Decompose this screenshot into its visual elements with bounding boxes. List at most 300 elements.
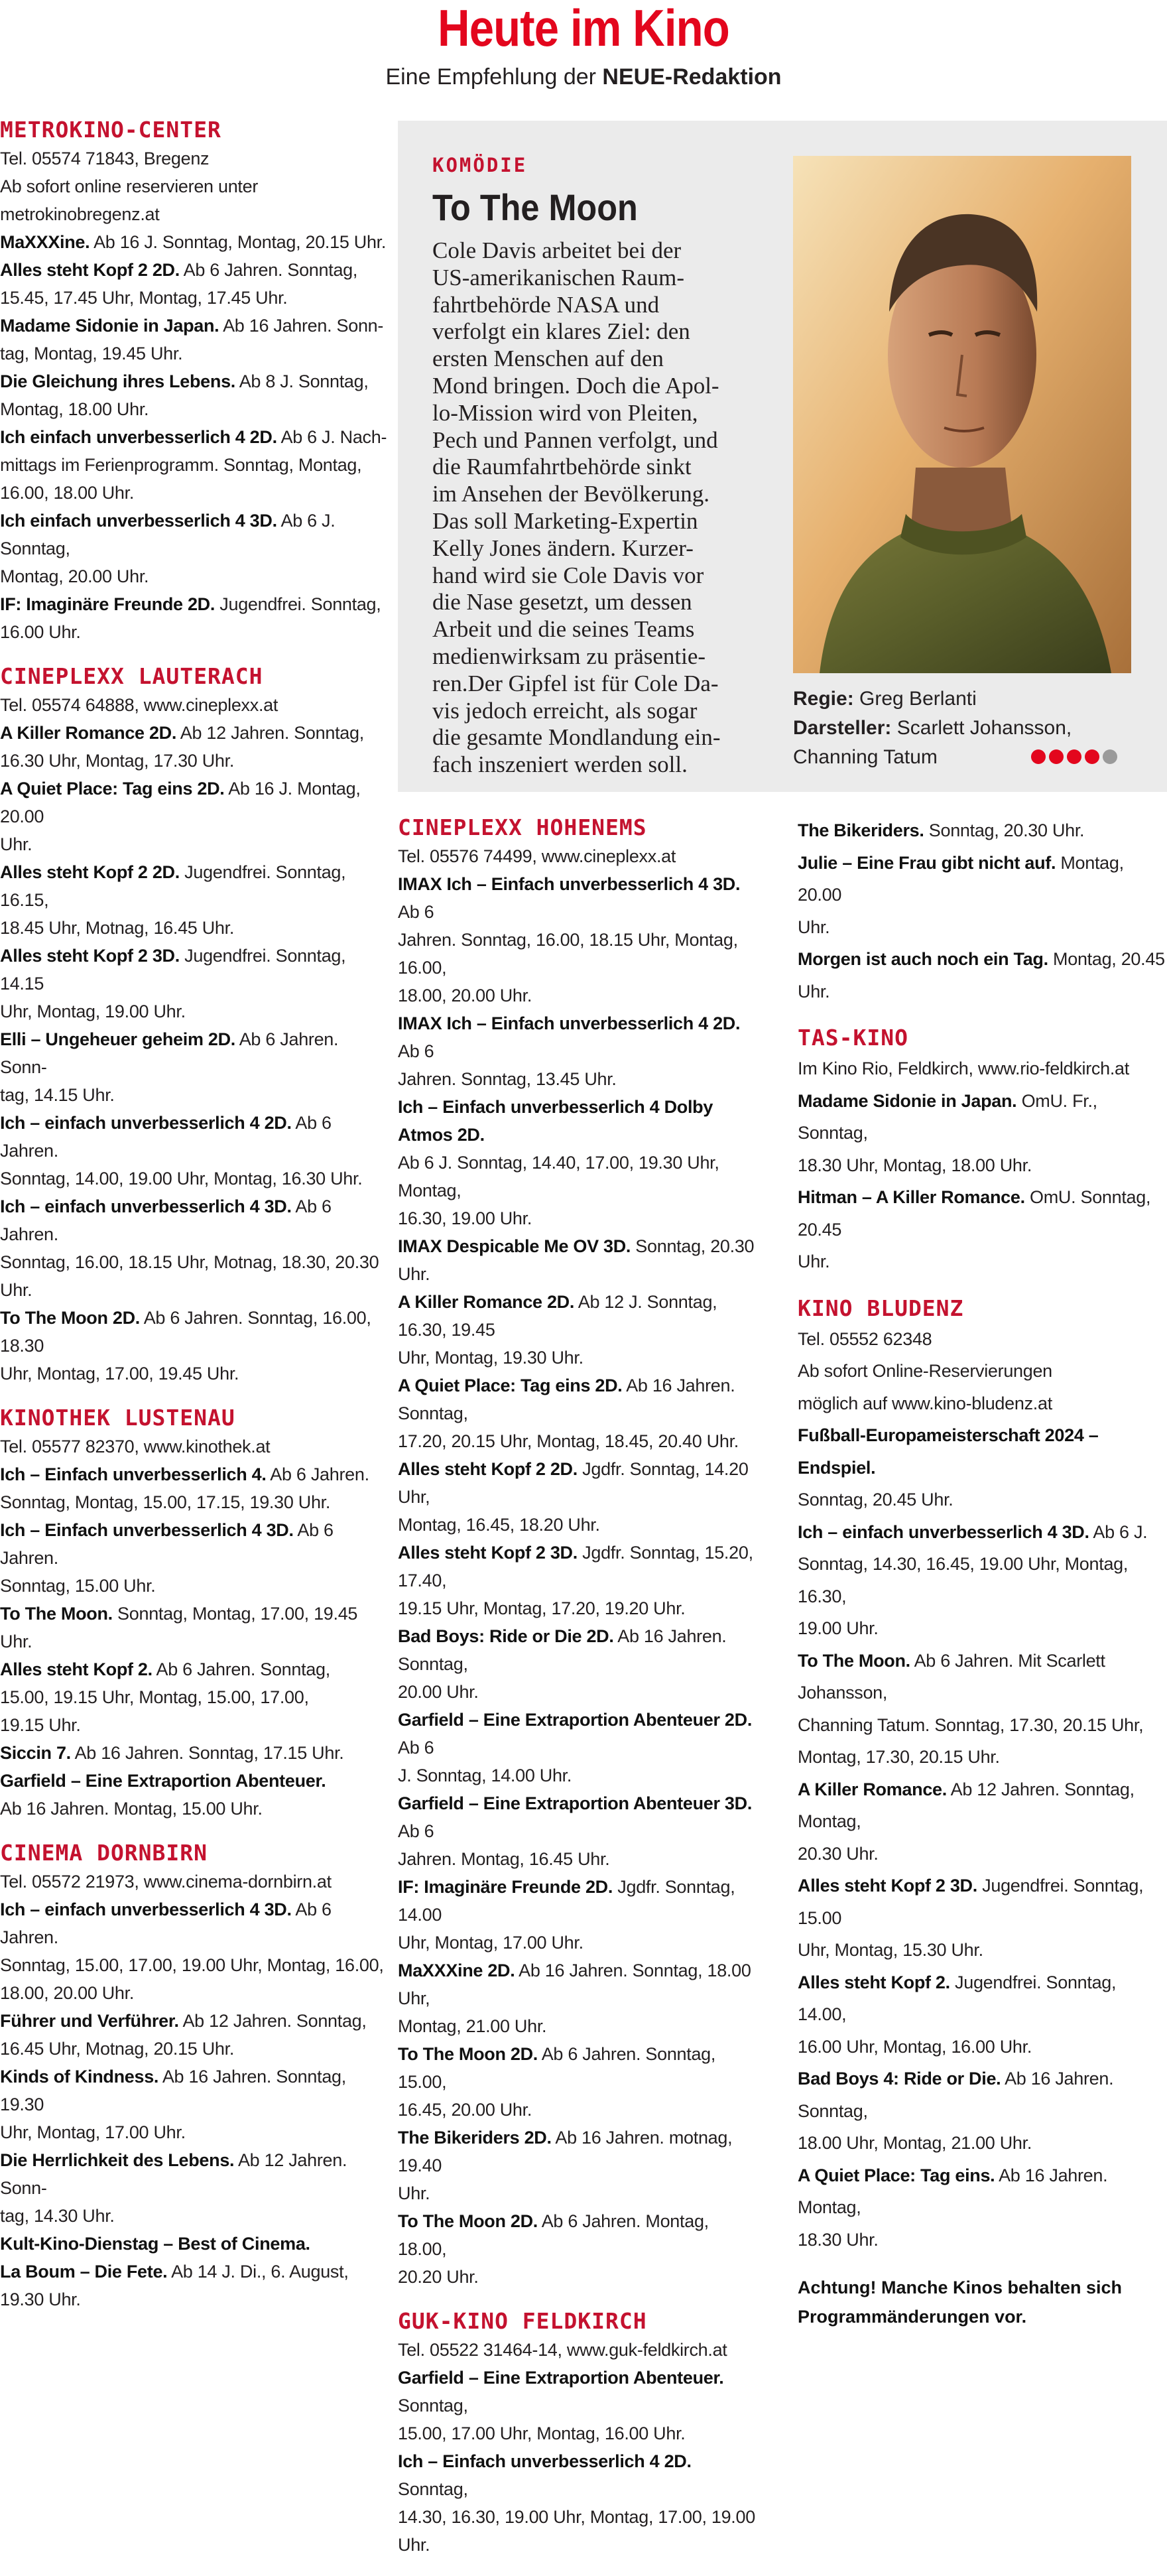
listing-text: Montag, 20.00 (798, 852, 1124, 905)
listing-line (0, 2146, 388, 2202)
cast-names-2: Channing Tatum (793, 746, 938, 768)
listing-text: Sonntag, 20.30 Uhr. (398, 1236, 755, 1284)
listing-line (0, 1683, 388, 1711)
film-title: To The Moon. (0, 1604, 113, 1624)
listing-text: 16.30 Uhr, Montag, 17.30 Uhr. (0, 751, 235, 771)
listing-line (0, 1165, 388, 1192)
listing-line (0, 507, 388, 562)
listing-line (0, 1460, 388, 1488)
listing-text: Sonntag, 14.30, 16.45, 19.00 Uhr, Montag, 16.30, (798, 1554, 1129, 1606)
listing-line (398, 1762, 759, 1789)
listing-text: Ab 12 J. Sonntag, 16.30, 19.45 (398, 1292, 717, 1340)
subtitle-strong: NEUE-Redaktion (602, 64, 782, 90)
listing-line (398, 1455, 759, 1511)
listing-line (0, 719, 388, 747)
listing-line (798, 1516, 1167, 1549)
listing-line (398, 1511, 759, 1539)
film-title: To The Moon. (798, 1650, 910, 1671)
synopsis-line: die gesamte Mondlandung ein- (432, 724, 721, 751)
listing-line (398, 1957, 759, 2012)
listing-line (0, 1868, 388, 1896)
listing-text: Ab 6 J. Sonntag, (0, 511, 336, 558)
listing-line (798, 1838, 1167, 1870)
listing-line (398, 1149, 759, 1204)
film-title: MaXXXine. (0, 232, 90, 252)
listing-line (798, 1934, 1167, 1966)
listing-line (0, 284, 388, 312)
listing-line (0, 1739, 388, 1767)
listing-line (398, 2336, 759, 2364)
synopsis-line: medienwirksam zu präsentie- (432, 643, 706, 669)
listing-line (398, 1539, 759, 1594)
listing-line (398, 1344, 759, 1372)
film-title: A Quiet Place: Tag eins. (798, 2165, 995, 2185)
listing-line (798, 1484, 1167, 1516)
film-title: Die Herrlichkeit des Lebens. (0, 2150, 235, 2170)
listing-line (798, 2031, 1167, 2063)
film-title: Ich – einfach unverbesserlich 4 3D. (798, 1521, 1089, 1542)
listing-text: Ab 8 J. Sonntag, (235, 371, 369, 391)
listing-line (798, 1741, 1167, 1773)
synopsis-line: Cole Davis arbeitet bei der (432, 237, 682, 263)
listing-text: Sonntag, (398, 2479, 468, 2499)
listing-line (798, 1870, 1167, 1934)
rating-dot (1103, 749, 1117, 764)
listing-text: Im Kino Rio, Feldkirch, www.rio-feldkirch.at (798, 1059, 1129, 1078)
listing-line (0, 367, 388, 395)
listing-text: Uhr. (398, 2183, 430, 2203)
listing-text: Montag, 16.45, 18.20 Uhr. (398, 1515, 600, 1535)
cast-line (793, 714, 1151, 743)
listing-text: Sonntag, (398, 2396, 468, 2415)
listing-line (0, 200, 388, 228)
listing-text: 16.45 Uhr, Motnag, 20.15 Uhr. (0, 2039, 235, 2059)
listing-line (0, 228, 388, 256)
listing-text: Channing Tatum. Sonntag, 17.30, 20.15 Uhr, (798, 1714, 1144, 1735)
synopsis-line: verfolgt ein klares Ziel: den (432, 318, 690, 345)
synopsis-line: Pech und Pannen verfolgt, und (432, 426, 718, 453)
listing-text: 19.15 Uhr, Montag, 17.20, 19.20 Uhr. (398, 1598, 686, 1618)
listing-line (0, 479, 388, 507)
listing-text: Ab 6 Jahren. (0, 1900, 332, 1947)
listing-text: Uhr. (0, 834, 32, 854)
listing-line (0, 1572, 388, 1600)
listing-line (0, 2258, 388, 2313)
listing-line (398, 2419, 759, 2447)
listing-line (0, 312, 388, 340)
listing-text: Uhr. (0, 1280, 32, 1300)
listing-text: Ab 16 Jahren. Sonntag, (398, 1626, 727, 1674)
listing-text: Tel. 05522 31464-14, www.guk-feldkirch.at (398, 2340, 727, 2360)
listing-text: Ab 6 J. (1089, 1521, 1148, 1542)
listing-line (0, 1248, 388, 1276)
listing-line (398, 842, 759, 870)
listing-line (798, 814, 1167, 847)
listing-line (398, 1594, 759, 1622)
listing-text: 19.00 Uhr. (798, 1618, 879, 1638)
film-title: Kult-Kino-Dienstag – Best of Cinema. (0, 2234, 310, 2254)
listing-text: Ab 16 Jahren. motnag, 19.40 (398, 2128, 733, 2175)
listing-text: Montag, 20.45 Uhr. (798, 949, 1165, 1001)
film-title: Führer und Verführer. (0, 2011, 179, 2031)
listing-text: 17.20, 20.15 Uhr, Montag, 18.45, 20.40 Uhr. (398, 1431, 739, 1451)
listing-line (398, 1009, 759, 1065)
synopsis-line: US-amerikanischen Raum- (432, 264, 685, 290)
listing-text: Tel. 05576 74499, www.cineplexx.at (398, 846, 676, 866)
listing-line (398, 1873, 759, 1929)
film-title: Ich einfach unverbesserlich 4 2D. (0, 427, 277, 447)
listing-text: Uhr, Montag, 15.30 Uhr. (798, 1940, 983, 1960)
film-title: Kinds of Kindness. (0, 2067, 159, 2087)
listing-line (798, 2127, 1167, 2159)
film-title: Fußball-Europameisterschaft 2024 – Endspiel. (798, 1425, 1099, 1478)
listing-line (398, 982, 759, 1009)
synopsis-line: vis jedoch erreicht, als sogar (432, 697, 698, 724)
synopsis-line: Das soll Marketing-Expertin (432, 507, 698, 534)
listing-line (0, 1025, 388, 1081)
cinema-name: KINOTHEK LUSTENAU (0, 1405, 235, 1431)
listing-text: Ab 16 Jahren. Sonntag, (398, 1376, 735, 1423)
listing-line (798, 1387, 1167, 1420)
film-title: Ich – einfach unverbesserlich 4 3D. (0, 1196, 292, 1216)
listing-text: Ab sofort Online-Reservierungen (798, 1361, 1052, 1381)
cinema-block (398, 2308, 759, 2559)
cinema-block (0, 1840, 388, 2313)
listing-line (398, 1372, 759, 1427)
listing-text: 18.30 Uhr, Montag, 18.00 Uhr. (798, 1155, 1032, 1175)
listing-text: mittags im Ferienprogramm. Sonntag, Montag, (0, 455, 362, 475)
listing-text: Ab 6 Jahren. (0, 1113, 332, 1161)
middle-column (398, 814, 759, 2576)
listing-text: 19.15 Uhr. (0, 1715, 81, 1735)
listing-line (398, 1288, 759, 1344)
listing-line (0, 340, 388, 367)
cinema-name: CINEMA DORNBIRN (0, 1840, 208, 1866)
listing-line (0, 1488, 388, 1516)
listing-text: Sonntag, 20.30 Uhr. (924, 820, 1085, 840)
listing-line (0, 590, 388, 618)
listing-line (0, 172, 388, 200)
page-subtitle (0, 64, 1167, 90)
listing-text: Uhr, Montag, 19.00 Uhr. (0, 1001, 186, 1021)
film-title: Ich – einfach unverbesserlich 4 3D. (0, 1900, 292, 1919)
film-title: A Killer Romance 2D. (0, 723, 177, 743)
listing-text: tag, 14.15 Uhr. (0, 1085, 115, 1105)
director-label: Regie: (793, 688, 854, 710)
listing-line (0, 942, 388, 998)
film-title: Alles steht Kopf 2 2D. (0, 862, 180, 882)
listing-line (0, 2118, 388, 2146)
film-title: La Boum – Die Fete. (0, 2262, 168, 2282)
cinema-block (0, 1405, 388, 1823)
listing-line (798, 2063, 1167, 2127)
film-title: Ich einfach unverbesserlich 4 3D. (0, 511, 277, 531)
listing-text: OmU. Sonntag, 20.45 (798, 1187, 1151, 1240)
film-title: IMAX Despicable Me OV 3D. (398, 1236, 631, 1256)
listing-text: J. Sonntag, 14.00 Uhr. (398, 1766, 572, 1785)
listing-text: Ab 6 Jahren. Sonntag, 16.00, 18.30 (0, 1308, 371, 1356)
listing-line (398, 1093, 759, 1149)
listing-line (798, 911, 1167, 944)
synopsis-line: ersten Menschen auf den (432, 346, 664, 372)
synopsis-line: die Nase gesetzt, um dessen (432, 589, 692, 615)
listing-text: Ab 16 J. Montag, 20.00 (0, 779, 361, 826)
listing-line (398, 2012, 759, 2040)
listing-line (798, 1355, 1167, 1387)
listing-text: Ab 12 Jahren. Sonntag, Montag, (798, 1779, 1135, 1831)
listing-line (0, 998, 388, 1025)
listing-line (398, 1678, 759, 1706)
listing-text: Tel. 05577 82370, www.kinothek.at (0, 1437, 271, 1456)
listing-text: tag, 14.30 Uhr. (0, 2206, 115, 2226)
listing-text: Jugendfrei. Sonntag, 16.15, (0, 862, 346, 910)
listing-line (398, 2124, 759, 2179)
listing-text: Ab 16 Jahren. Sonn- (219, 316, 384, 336)
feature-synopsis (432, 237, 777, 779)
listing-line (0, 2063, 388, 2118)
listing-text: 15.00, 17.00 Uhr, Montag, 16.00 Uhr. (398, 2423, 686, 2443)
listing-text: Tel. 05574 64888, www.cineplexx.at (0, 695, 278, 715)
listing-text: Ab 6 Jahren. Sonntag, (179, 260, 358, 280)
listing-line (0, 2035, 388, 2063)
film-title: Ich – Einfach unverbesserlich 4. (0, 1464, 267, 1484)
listing-line (0, 1896, 388, 1951)
film-title: Morgen ist auch noch ein Tag. (798, 949, 1048, 969)
listing-text: Tel. 05572 21973, www.cinema-dornbirn.at (0, 1872, 332, 1892)
synopsis-line: Arbeit und die seines Teams (432, 616, 695, 643)
listing-text: Montag, 17.30, 20.15 Uhr. (798, 1747, 1000, 1767)
listing-text: 14.30, 16.30, 19.00 Uhr, Montag, 17.00, 19.00 Uhr. (398, 2507, 755, 2555)
listing-text: Ab 16 Jahren. Sonntag, 18.00 Uhr, (398, 1961, 751, 2008)
movie-still-photo (793, 156, 1131, 673)
director-line (793, 684, 1151, 714)
film-title: Garfield – Eine Extraportion Abenteuer. (398, 2368, 724, 2388)
listing-line (0, 256, 388, 284)
film-title: Alles steht Kopf 2 2D. (0, 260, 180, 280)
listing-line (0, 1711, 388, 1739)
listing-line (398, 1789, 759, 1845)
listing-line (798, 943, 1167, 1007)
cinema-name: METROKINO-CENTER (0, 117, 221, 143)
synopsis-line: die Raumfahrtbehörde sinkt (432, 454, 692, 480)
cinema-block (398, 814, 759, 2291)
listing-text: Sonntag, 15.00 Uhr. (0, 1576, 156, 1596)
film-title: Siccin 7. (0, 1743, 71, 1763)
listing-text: Ab 6 Jahren. (0, 1196, 332, 1244)
listing-text: Ab 12 Jahren. Sonntag, (176, 723, 364, 743)
film-title: Alles steht Kopf 2. (798, 1972, 950, 1992)
cinema-block (798, 1295, 1167, 2256)
listing-text: Ab 6 Jahren. Sonntag, 15.00, (398, 2044, 716, 2092)
listing-text: Ab 16 Jahren. Montag, (798, 2165, 1108, 2217)
listing-text: 16.00 Uhr. (0, 622, 81, 642)
portrait-illustration (793, 156, 1131, 673)
listing-line (398, 2179, 759, 2207)
listing-text: Ab sofort online reservieren unter (0, 176, 259, 196)
cast-label: Darsteller: (793, 717, 892, 739)
film-title: A Quiet Place: Tag eins 2D. (398, 1376, 623, 1395)
listing-text: 20.00 Uhr. (398, 1682, 479, 1702)
listing-line (0, 858, 388, 914)
listing-line (0, 451, 388, 479)
listing-text: Uhr, Montag, 17.00 Uhr. (398, 1933, 584, 1953)
listing-text: Montag, 18.00 Uhr. (0, 399, 149, 419)
listing-text: Uhr, Montag, 19.30 Uhr. (398, 1348, 584, 1368)
listing-text: Ab 6 (398, 1821, 434, 1841)
listing-text: möglich auf www.kino-bludenz.at (798, 1393, 1052, 1413)
listing-line (0, 914, 388, 942)
listing-line (0, 1600, 388, 1655)
film-title: Ich – Einfach unverbesserlich 4 2D. (398, 2451, 692, 2471)
listing-text: Ab 6 Jahren. Mit Scarlett Johansson, (798, 1650, 1105, 1703)
listing-text: Tel. 05574 71843, Bregenz (0, 149, 210, 168)
listing-text: Sonntag, 16.00, 18.15 Uhr, Motnag, 18.30, 20.30 (0, 1252, 379, 1272)
synopsis-line: Mond bringen. Doch die Apol- (432, 372, 719, 399)
film-title: Ich – einfach unverbesserlich 4 2D. (0, 1113, 292, 1133)
listing-text: Jugendfrei. Sonntag, 15.00 (798, 1876, 1144, 1928)
synopsis-line: fahrtbehörde NASA und (432, 291, 660, 318)
listing-text: Sonntag, Montag, 15.00, 17.15, 19.30 Uhr. (0, 1492, 331, 1512)
synopsis-line: Kelly Jones ändern. Kurzer- (432, 535, 694, 561)
listing-text: 16.00, 18.00 Uhr. (0, 483, 135, 503)
listing-line (0, 775, 388, 830)
listing-line (0, 562, 388, 590)
listing-text: Ab 6 Jahren. (266, 1464, 369, 1484)
rating-dots (1031, 749, 1117, 764)
cinema-name: KINO BLUDENZ (798, 1295, 964, 1321)
listing-text: Uhr, Montag, 17.00, 19.45 Uhr. (0, 1364, 239, 1384)
program-change-note: Programmänderungen vor. (798, 2307, 1027, 2327)
film-title: Alles steht Kopf 2 2D. (398, 1459, 578, 1479)
listing-line (798, 847, 1167, 911)
listing-line (398, 1232, 759, 1288)
listing-text: Ab 6 Jahren. Montag, 18.00, (398, 2211, 709, 2259)
listing-line (798, 1181, 1167, 1246)
listing-line (798, 1323, 1167, 1356)
listing-line (398, 2040, 759, 2096)
listing-line (798, 1773, 1167, 1838)
listing-text: 18.00, 20.00 Uhr. (0, 1983, 135, 2003)
cinema-name: CINEPLEXX HOHENEMS (398, 814, 647, 840)
listing-text: Jgdfr. Sonntag, 14.00 (398, 1877, 735, 1925)
listing-line (0, 1109, 388, 1165)
listing-line (0, 1655, 388, 1683)
listing-line (0, 1951, 388, 1979)
cinema-block (798, 1025, 1167, 1278)
listing-line (398, 2207, 759, 2263)
listing-text: Ab 6 Jahren. (0, 1520, 334, 1568)
listing-line (798, 1085, 1167, 1149)
listing-line (398, 1065, 759, 1093)
listing-text: Sonntag, 20.45 Uhr. (798, 1490, 953, 1510)
synopsis-line: hand wird sie Cole Davis vor (432, 562, 704, 588)
film-title: A Killer Romance 2D. (398, 1292, 575, 1312)
film-title: Hitman – A Killer Romance. (798, 1187, 1025, 1207)
synopsis-line: lo-Mission wird von Pleiten, (432, 399, 698, 426)
film-title: Alles steht Kopf 2. (0, 1659, 153, 1679)
listing-line (798, 1645, 1167, 1709)
listing-text: Ab 12 Jahren. Sonntag, (178, 2011, 367, 2031)
cinema-block (0, 663, 388, 1387)
film-title: IMAX Ich – Einfach unverbesserlich 4 2D. (398, 1013, 741, 1033)
rating-dot (1031, 749, 1046, 764)
listing-line (398, 1706, 759, 1762)
listing-line (398, 2263, 759, 2291)
film-title: The Bikeriders. (798, 820, 924, 840)
rating-dot (1067, 749, 1081, 764)
feature-genre: KOMÖDIE (432, 154, 528, 176)
synopsis-line: ren.Der Gipfel ist für Cole Da- (432, 670, 719, 696)
listing-line (0, 2007, 388, 2035)
film-title: Die Gleichung ihres Lebens. (0, 371, 235, 391)
listing-text: Sonntag, 15.00, 17.00, 19.00 Uhr, Montag, 16.00, (0, 1955, 384, 1975)
listing-line (398, 2096, 759, 2124)
film-title: Alles steht Kopf 2 3D. (0, 946, 180, 966)
listing-text: Uhr, Montag, 17.00 Uhr. (0, 2122, 186, 2142)
listing-text: Ab 16 Jahren. Sonntag, 17.15 Uhr. (70, 1743, 344, 1763)
synopsis-line: im Ansehen der Bevölkerung. (432, 481, 709, 507)
listing-line (0, 1516, 388, 1572)
listing-text: 18.45 Uhr, Motnag, 16.45 Uhr. (0, 918, 235, 938)
cinema-name: CINEPLEXX LAUTERACH (0, 663, 263, 689)
film-title: IMAX Ich – Einfach unverbesserlich 4 3D. (398, 874, 741, 894)
listing-text: 18.00, 20.00 Uhr. (398, 986, 532, 1005)
listing-line (798, 1149, 1167, 1182)
listing-line (0, 1304, 388, 1360)
rating-dot (1085, 749, 1099, 764)
listing-text: Jahren. Sonntag, 13.45 Uhr. (398, 1069, 617, 1089)
listing-text: 20.30 Uhr. (798, 1843, 879, 1864)
listing-line (0, 618, 388, 646)
listing-line (798, 1612, 1167, 1645)
listing-line (798, 1246, 1167, 1278)
listing-text: Ab 6 (398, 902, 434, 922)
film-title: Alles steht Kopf 2 3D. (398, 1543, 578, 1563)
rating-dot (1049, 749, 1064, 764)
listing-text: Jahren. Montag, 16.45 Uhr. (398, 1849, 610, 1869)
listing-text: Jgdfr. Sonntag, 15.20, 17.40, (398, 1543, 753, 1590)
listing-line (398, 1845, 759, 1873)
listing-line (798, 1709, 1167, 1742)
page-title: Heute im Kino (438, 0, 729, 57)
listing-text: Ab 16 Jahren. Sonntag, (798, 2069, 1114, 2121)
cinema-block (798, 814, 1167, 1007)
listing-text: Ab 6 Jahren. Sonntag, (152, 1659, 330, 1679)
film-title: Ich – Einfach unverbesserlich 4 3D. (0, 1520, 294, 1540)
listing-line (0, 145, 388, 172)
listing-line (798, 1548, 1167, 1612)
listing-line (0, 1081, 388, 1109)
listing-text: Sonntag, Montag, 17.00, 19.45 Uhr. (0, 1604, 358, 1651)
listing-text: 16.45, 20.00 Uhr. (398, 2100, 532, 2120)
program-change-note: Achtung! Manche Kinos behalten sich (798, 2278, 1123, 2297)
cinema-block (0, 117, 388, 646)
listing-line (798, 2159, 1167, 2224)
film-title: Elli – Ungeheuer geheim 2D. (0, 1029, 236, 1049)
listing-text: tag, Montag, 19.45 Uhr. (0, 344, 183, 363)
listing-text: metrokinobregenz.at (0, 204, 160, 224)
listing-line (0, 1192, 388, 1248)
right-column (798, 814, 1167, 2331)
listing-line (398, 1427, 759, 1455)
listing-line (0, 691, 388, 719)
film-title: Garfield – Eine Extraportion Abenteuer 2D. (398, 1710, 753, 1730)
listing-line (0, 2202, 388, 2230)
director-name: Greg Berlanti (859, 688, 977, 710)
listing-line (398, 2503, 759, 2559)
listing-line (0, 1433, 388, 1460)
cast-names-1: Scarlett Johansson, (896, 717, 1072, 739)
